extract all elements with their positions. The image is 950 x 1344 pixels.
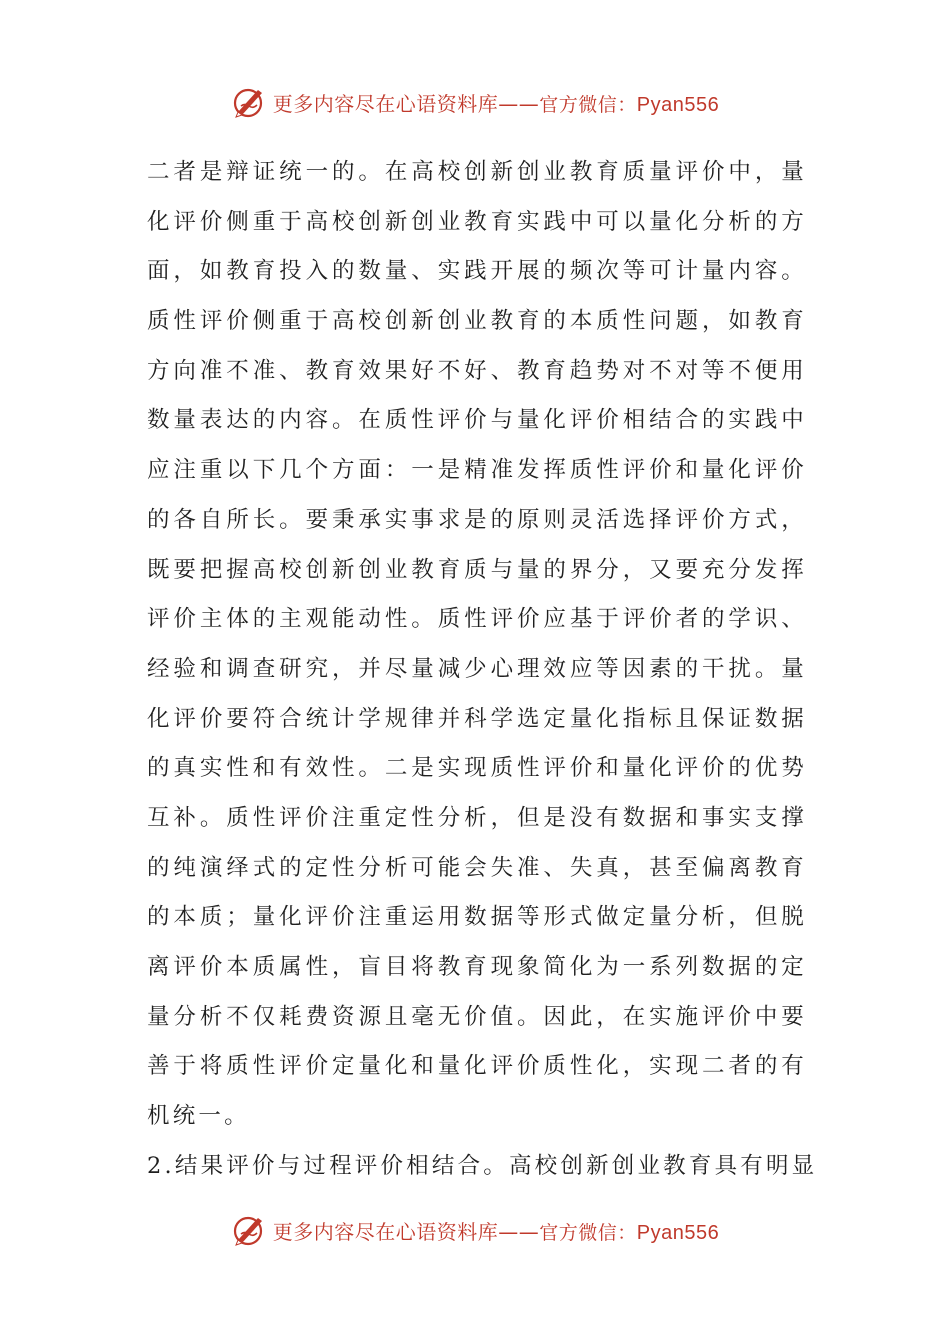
paragraph-line: 互补。质性评价注重定性分析，但是没有数据和事实支撑 — [147, 804, 807, 831]
site-name: 更多内容尽在心语资料库 — [272, 91, 499, 116]
paragraph-line: 的本质；量化评价注重运用数据等形式做定量分析，但脱 — [147, 904, 807, 931]
paragraph-line: 的纯演绎式的定性分析可能会失准、失真，甚至偏离教育 — [147, 854, 807, 881]
banner-separator: —— — [498, 91, 540, 116]
paragraph-line: 评价主体的主观能动性。质性评价应基于评价者的学识、 — [147, 606, 807, 633]
banner-separator: —— — [498, 1219, 540, 1244]
paragraph-line: 面，如教育投入的数量、实践开展的频次等可计量内容。 — [147, 258, 807, 285]
section-heading-line: 2.结果评价与过程评价相结合。高校创新创业教育具有明显 — [147, 1152, 818, 1179]
paragraph-line: 机统一。 — [147, 1103, 250, 1130]
header-banner-text — [273, 88, 719, 117]
paragraph-line: 善于将质性评价定量化和量化评价质性化，实现二者的有 — [147, 1053, 807, 1080]
paragraph-line: 方向准不准、教育效果好不好、教育趋势对不对等不便用 — [147, 357, 807, 384]
paragraph-line: 化评价侧重于高校创新创业教育实践中可以量化分析的方 — [147, 208, 807, 235]
paragraph-line: 质性评价侧重于高校创新创业教育的本质性问题，如教育 — [147, 308, 807, 335]
wechat-label: 官方微信： — [539, 1221, 637, 1244]
paragraph-line: 经验和调查研究，并尽量减少心理效应等因素的干扰。量 — [147, 655, 807, 682]
footer-banner — [0, 1208, 950, 1252]
document-body — [147, 148, 818, 1191]
paragraph-line: 应注重以下几个方面：一是精准发挥质性评价和量化评价 — [147, 457, 807, 484]
paragraph-line: 化评价要符合统计学规律并科学选定量化指标且保证数据 — [147, 705, 807, 732]
paragraph-line: 二者是辩证统一的。在高校创新创业教育质量评价中，量 — [147, 159, 807, 185]
paragraph-line: 量分析不仅耗费资源且毫无价值。因此，在实施评价中要 — [147, 1003, 807, 1030]
paragraph-line: 的各自所长。要秉承实事求是的原则灵活选择评价方式， — [147, 506, 807, 533]
paragraph-line: 既要把握高校创新创业教育质与量的界分，又要充分发挥 — [147, 556, 807, 583]
pen-in-circle-logo-icon — [231, 1212, 267, 1248]
wechat-label: 官方微信： — [539, 93, 637, 116]
footer-banner-text — [273, 1216, 719, 1245]
wechat-id: Pyan556 — [636, 93, 720, 116]
pen-in-circle-logo-icon — [231, 84, 267, 120]
header-banner — [0, 80, 950, 124]
paragraph-line: 离评价本质属性，盲目将教育现象简化为一系列数据的定 — [147, 954, 807, 980]
site-name: 更多内容尽在心语资料库 — [272, 1219, 499, 1244]
paragraph-line: 数量表达的内容。在质性评价与量化评价相结合的实践中 — [147, 407, 807, 434]
wechat-id: Pyan556 — [636, 1221, 720, 1244]
paragraph-line: 的真实性和有效性。二是实现质性评价和量化评价的优势 — [147, 755, 807, 782]
